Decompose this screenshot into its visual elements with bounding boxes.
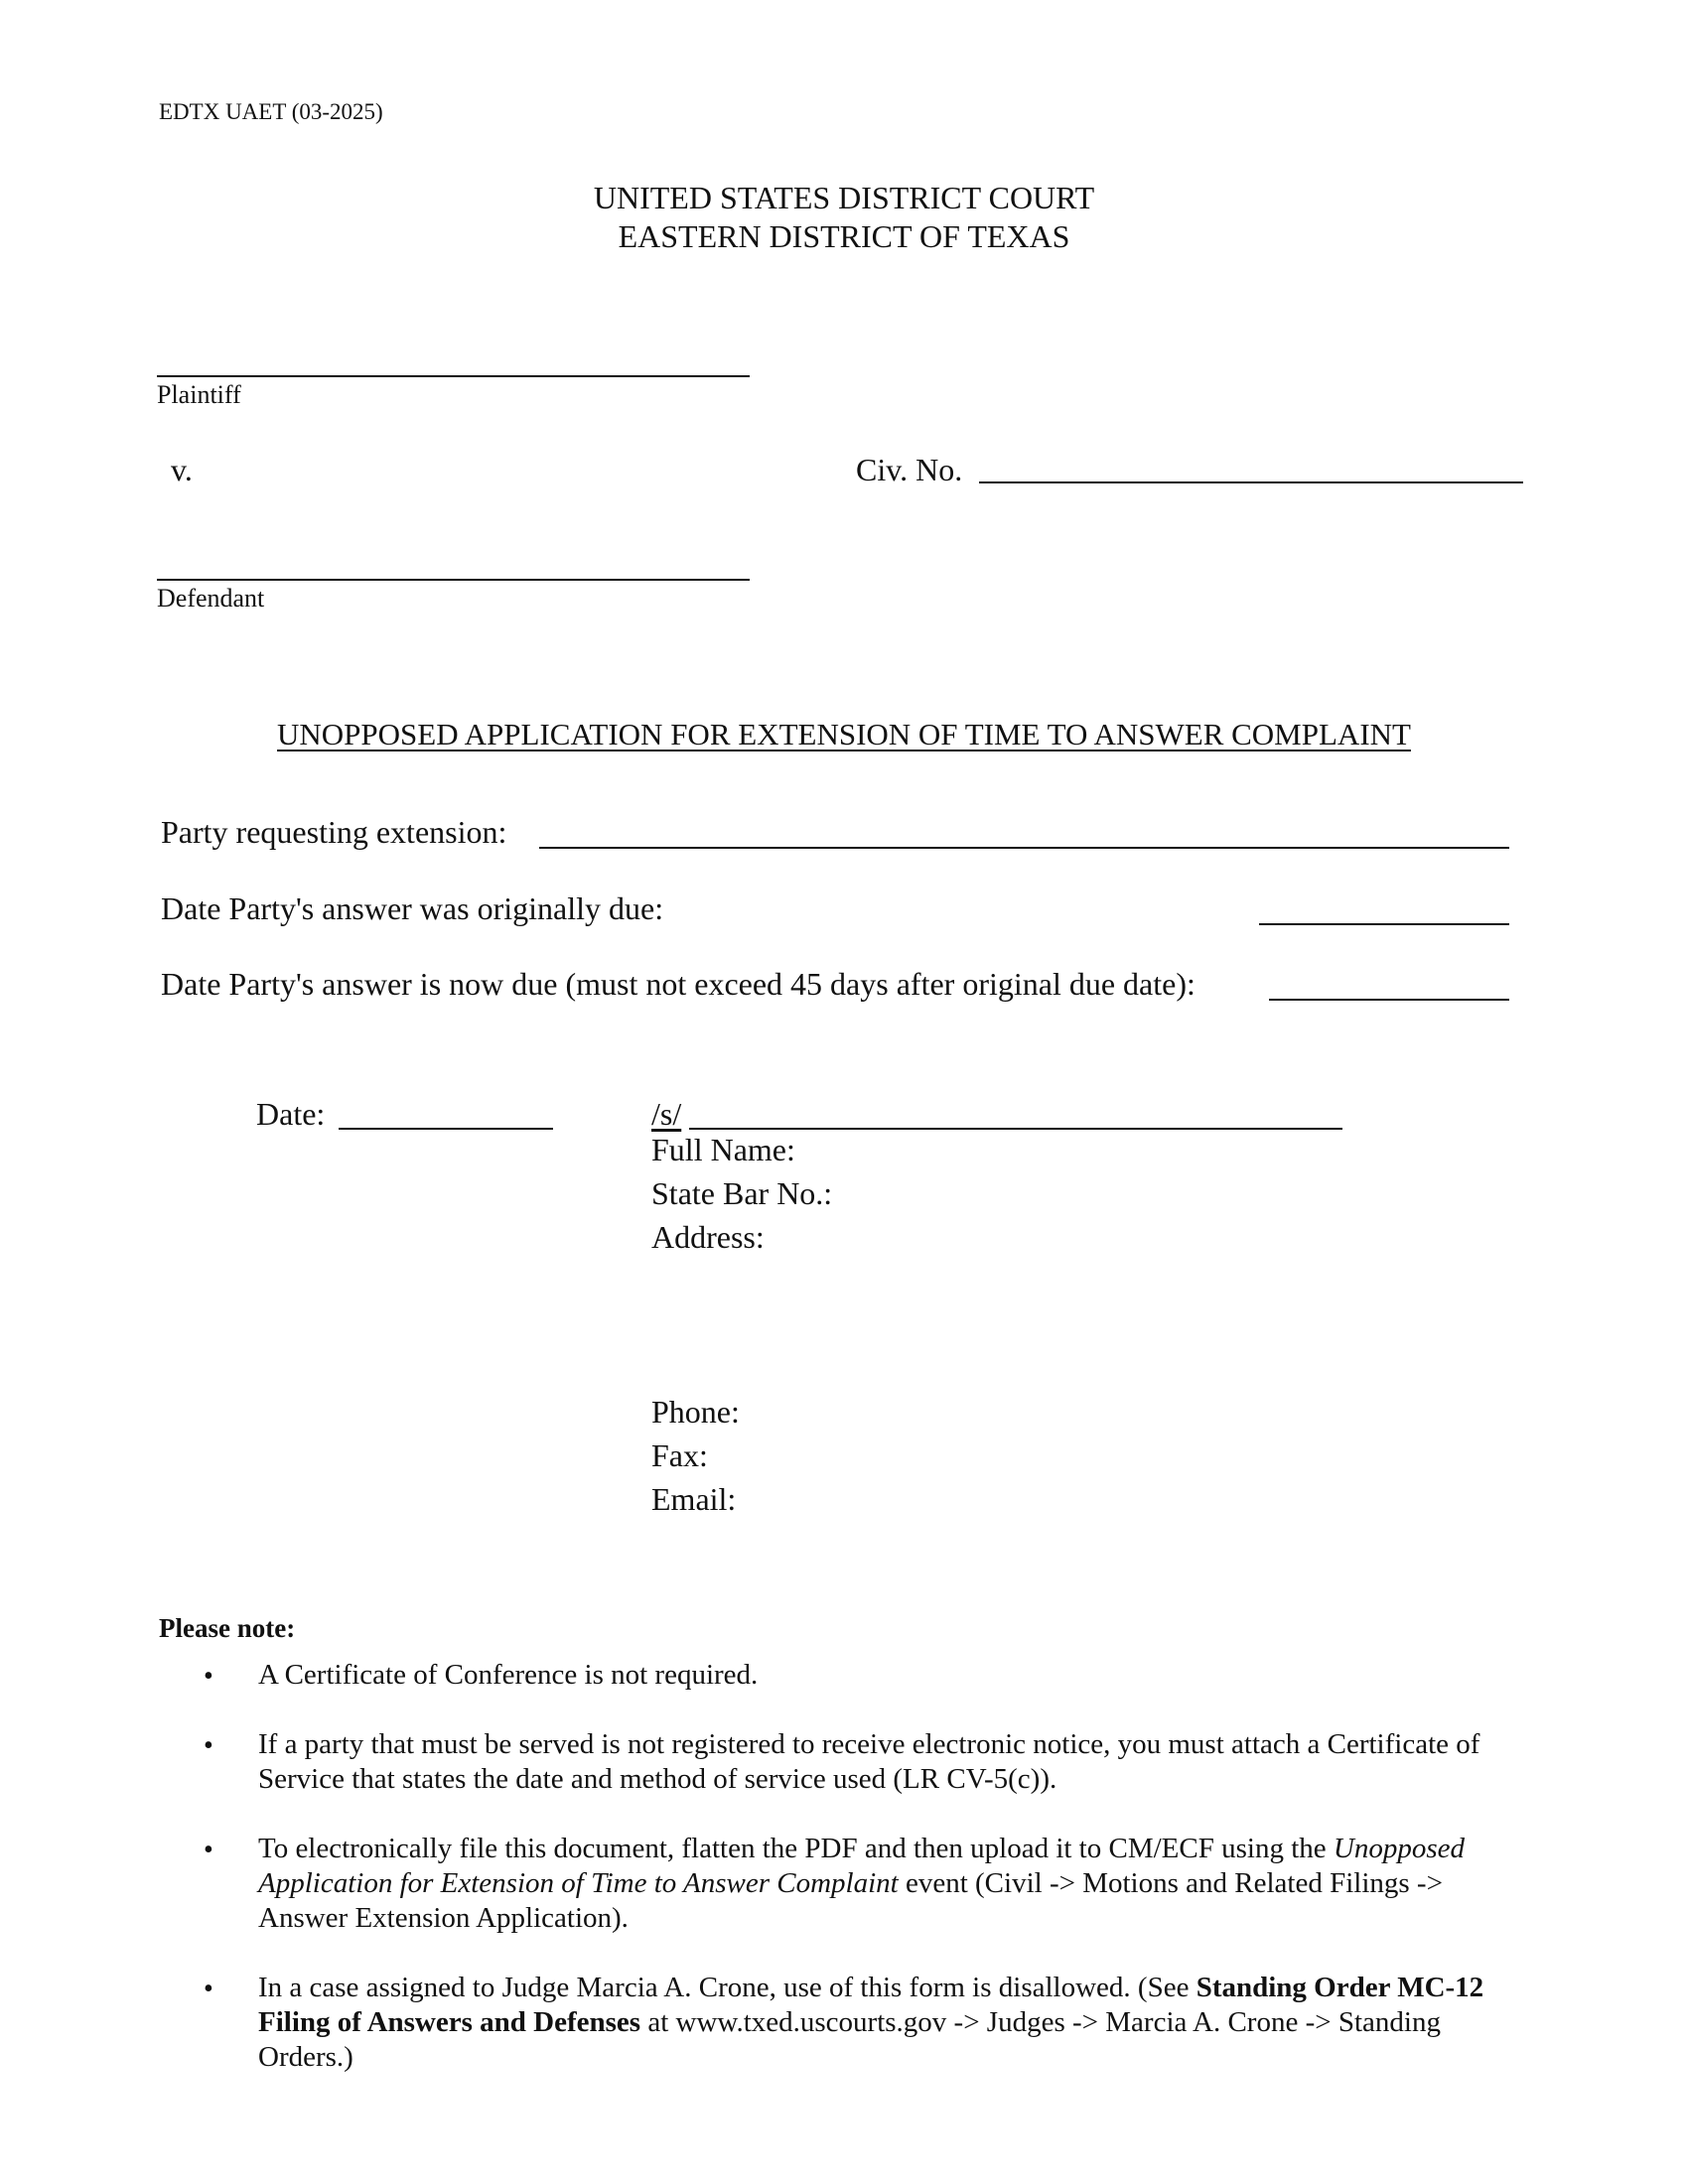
note-item: If a party that must be served is not registered to receive electronic notice, you must attach a Certificate of Service that states the date and method of service used (LR CV-5(c)). (258, 1728, 1480, 1795)
form-id: EDTX UAET (03-2025) (159, 99, 383, 124)
plaintiff-line[interactable] (157, 375, 750, 377)
document-title: UNOPPOSED APPLICATION FOR EXTENSION OF TIME TO ANSWER COMPLAINT (277, 717, 1411, 751)
party-requesting-label: Party requesting extension: (161, 814, 507, 850)
now-due-label: Date Party's answer is now due (must not exceed 45 days after original due date): (161, 966, 1196, 1002)
bullet-icon: • (204, 1974, 213, 2004)
note-item: To electronically file this document, flatten the PDF and then upload it to CM/ECF using the Unopposed Application for Extension of Time to Answer Complaint event (Civil -> Motions and Related Filings -> Answer Extension Application). (258, 1833, 1465, 1934)
signature-line[interactable] (689, 1128, 1342, 1130)
notes-heading: Please note: (159, 1613, 296, 1643)
court-name: UNITED STATES DISTRICT COURT (593, 180, 1095, 215)
defendant-label: Defendant (157, 584, 265, 613)
date-label: Date: (256, 1096, 326, 1132)
full-name-label: Full Name: (651, 1132, 795, 1167)
civ-no-label: Civ. No. (856, 452, 963, 487)
now-due-line[interactable] (1269, 999, 1509, 1001)
fax-label: Fax: (651, 1437, 708, 1473)
bullet-icon: • (204, 1730, 213, 1761)
bar-no-label: State Bar No.: (651, 1175, 833, 1211)
versus-label: v. (171, 452, 193, 487)
party-requesting-line[interactable] (539, 847, 1509, 849)
bullet-icon: • (204, 1661, 213, 1692)
bullet-icon: • (204, 1835, 213, 1865)
note-item: A Certificate of Conference is not required. (258, 1659, 759, 1691)
phone-label: Phone: (651, 1394, 740, 1430)
standing-order-ref: Standing Order MC-12 Filing of Answers and Defenses (258, 1972, 1484, 2038)
defendant-line[interactable] (157, 579, 750, 581)
civ-no-line[interactable] (979, 481, 1523, 483)
date-line[interactable] (339, 1128, 553, 1130)
plaintiff-label: Plaintiff (157, 380, 241, 409)
signature-prefix: /s/ (651, 1096, 682, 1132)
address-label: Address: (651, 1219, 765, 1255)
note-item: In a case assigned to Judge Marcia A. Crone, use of this form is disallowed. (See Standing Order MC-12 Filing of Answers and Defenses at www.txed.uscourts.gov -> Judges -> Marcia A. Crone -> Standing Orders.) (258, 1972, 1484, 2073)
original-due-line[interactable] (1259, 923, 1509, 925)
event-name: Unopposed Application for Extension of Time to Answer Complaint (258, 1833, 1465, 1899)
original-due-label: Date Party's answer was originally due: (161, 890, 664, 926)
email-label: Email: (651, 1481, 737, 1517)
court-district: EASTERN DISTRICT OF TEXAS (618, 218, 1070, 254)
